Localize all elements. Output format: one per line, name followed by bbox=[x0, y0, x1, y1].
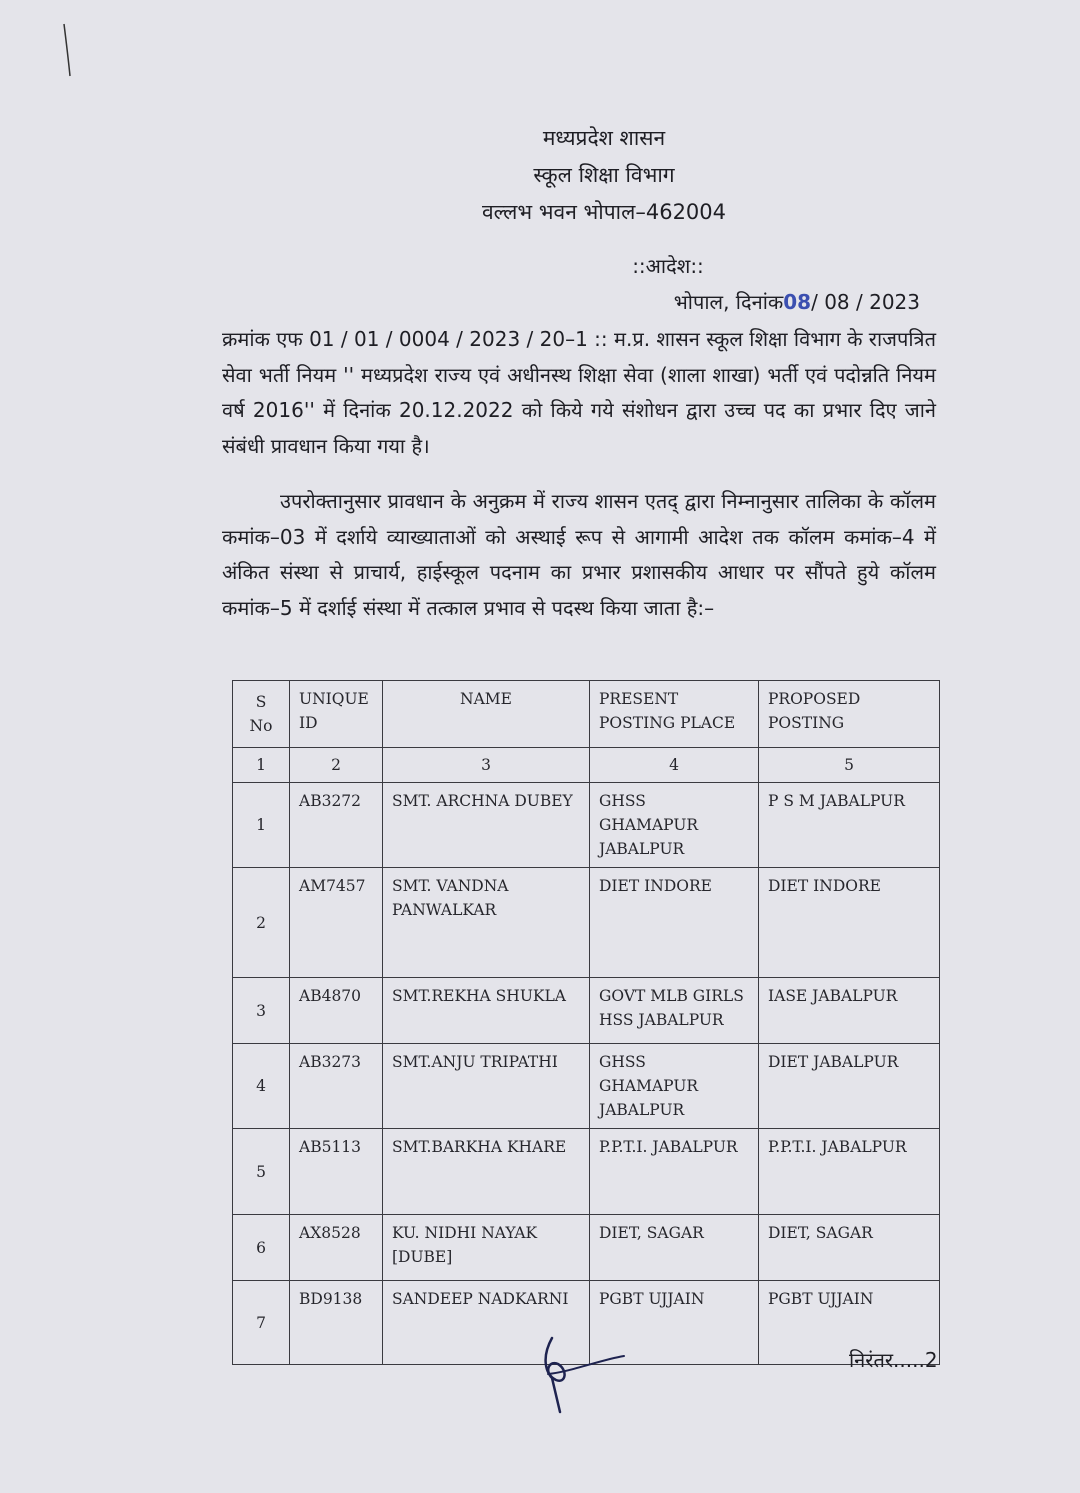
cell-unique-id: AB3272 bbox=[290, 783, 383, 868]
department-name: स्कूल शिक्षा विभाग bbox=[533, 163, 675, 187]
table-row bbox=[233, 868, 940, 978]
cell-sno: 5 bbox=[233, 1129, 290, 1215]
cell-name: SMT.REKHA SHUKLA bbox=[383, 978, 590, 1044]
continued-marker: निरंतर.....2 bbox=[849, 1348, 938, 1372]
table-row bbox=[233, 1044, 940, 1129]
header-name: NAME bbox=[383, 681, 590, 748]
table-row bbox=[233, 978, 940, 1044]
header-unique-id: UNIQUE ID bbox=[290, 681, 383, 748]
cell-sno: 7 bbox=[233, 1281, 290, 1365]
address: वल्लभ भवन भोपाल–462004 bbox=[481, 200, 727, 224]
paragraph-order: उपरोक्तानुसार प्रावधान के अनुक्रम में राज्य शासन एतद् द्वारा निम्नानुसार तालिका के कॉलम कमांक–03 में दर्शाये व्याख्याताओं को अस्थाई रूप से आगामी आदेश तक कॉलम कमांक–4 में अंकित संस्था से प्राचार्य, हाईस्कूल पदनाम का प्रभार प्रशासकीय आधार पर सौंपते हुये कॉलम कमांक–5 में दर्शाई संस्था में तत्काल प्रभाव से पदस्थ किया जाता है:– bbox=[222, 489, 936, 620]
letterhead bbox=[0, 120, 1080, 231]
table-row bbox=[233, 1129, 940, 1215]
cell-proposed-posting: PGBT UJJAIN bbox=[759, 1281, 940, 1365]
cell-sno: 6 bbox=[233, 1215, 290, 1281]
table-row bbox=[233, 1215, 940, 1281]
order-title: ::आदेश:: bbox=[632, 254, 704, 278]
paragraph-reference: क्रमांक एफ 01 / 01 / 0004 / 2023 / 20–1 :: म.प्र. शासन स्कूल शिक्षा विभाग के राजपत्रित सेवा भर्ती नियम '' मध्यप्रदेश राज्य एवं अधीनस्थ शिक्षा सेवा (शाला शाखा) भर्ती एवं पदोन्नति नियम वर्ष 2016'' में दिनांक 20.12.2022 को किये गये संशोधन द्वारा उच्च पद का प्रभार दिए जाने संबंधी प्रावधान किया गया है। bbox=[222, 327, 936, 458]
header-sno: S No bbox=[233, 681, 290, 748]
cell-name: SMT.BARKHA KHARE bbox=[383, 1129, 590, 1215]
cell-proposed-posting: IASE JABALPUR bbox=[759, 978, 940, 1044]
cell-present-posting: GHSS GHAMAPUR JABALPUR bbox=[590, 1044, 759, 1129]
cell-name: SMT. ARCHNA DUBEY bbox=[383, 783, 590, 868]
cell-unique-id: BD9138 bbox=[290, 1281, 383, 1365]
cell-present-posting: GHSS GHAMAPUR JABALPUR bbox=[590, 783, 759, 868]
cell-unique-id: AB4870 bbox=[290, 978, 383, 1044]
cell-present-posting: DIET INDORE bbox=[590, 868, 759, 978]
cell-unique-id: AX8528 bbox=[290, 1215, 383, 1281]
cell-proposed-posting: P.P.T.I. JABALPUR bbox=[759, 1129, 940, 1215]
pen-mark bbox=[62, 22, 72, 78]
cell-present-posting: PGBT UJJAIN bbox=[590, 1281, 759, 1365]
cell-name: SMT.ANJU TRIPATHI bbox=[383, 1044, 590, 1129]
table-row bbox=[233, 783, 940, 868]
cell-present-posting: P.P.T.I. JABALPUR bbox=[590, 1129, 759, 1215]
cell-name: SANDEEP NADKARNI bbox=[383, 1281, 590, 1365]
column-number: 5 bbox=[759, 748, 940, 783]
column-number: 2 bbox=[290, 748, 383, 783]
date-rest: / 08 / 2023 bbox=[811, 290, 920, 314]
cell-present-posting: DIET, SAGAR bbox=[590, 1215, 759, 1281]
cell-proposed-posting: P S M JABALPUR bbox=[759, 783, 940, 868]
cell-proposed-posting: DIET, SAGAR bbox=[759, 1215, 940, 1281]
column-number: 1 bbox=[233, 748, 290, 783]
cell-name: KU. NIDHI NAYAK [DUBE] bbox=[383, 1215, 590, 1281]
table-header-row bbox=[233, 681, 940, 748]
cell-proposed-posting: DIET JABALPUR bbox=[759, 1044, 940, 1129]
column-number: 4 bbox=[590, 748, 759, 783]
header-proposed-posting: PROPOSED POSTING bbox=[759, 681, 940, 748]
cell-name: SMT. VANDNA PANWALKAR bbox=[383, 868, 590, 978]
cell-unique-id: AB3273 bbox=[290, 1044, 383, 1129]
cell-unique-id: AM7457 bbox=[290, 868, 383, 978]
cell-sno: 1 bbox=[233, 783, 290, 868]
date-line bbox=[674, 288, 920, 315]
date-prefix: भोपाल, दिनांक bbox=[673, 290, 784, 314]
signature bbox=[530, 1330, 630, 1420]
cell-present-posting: GOVT MLB GIRLS HSS JABALPUR bbox=[590, 978, 759, 1044]
column-number-row bbox=[233, 748, 940, 783]
header-present-posting: PRESENT POSTING PLACE bbox=[590, 681, 759, 748]
govt-name: मध्यप्रदेश शासन bbox=[542, 126, 666, 150]
cell-sno: 2 bbox=[233, 868, 290, 978]
cell-proposed-posting: DIET INDORE bbox=[759, 868, 940, 978]
date-day-handwritten: 08 bbox=[783, 290, 812, 314]
cell-unique-id: AB5113 bbox=[290, 1129, 383, 1215]
posting-table bbox=[232, 680, 940, 1365]
cell-sno: 4 bbox=[233, 1044, 290, 1129]
column-number: 3 bbox=[383, 748, 590, 783]
cell-sno: 3 bbox=[233, 978, 290, 1044]
